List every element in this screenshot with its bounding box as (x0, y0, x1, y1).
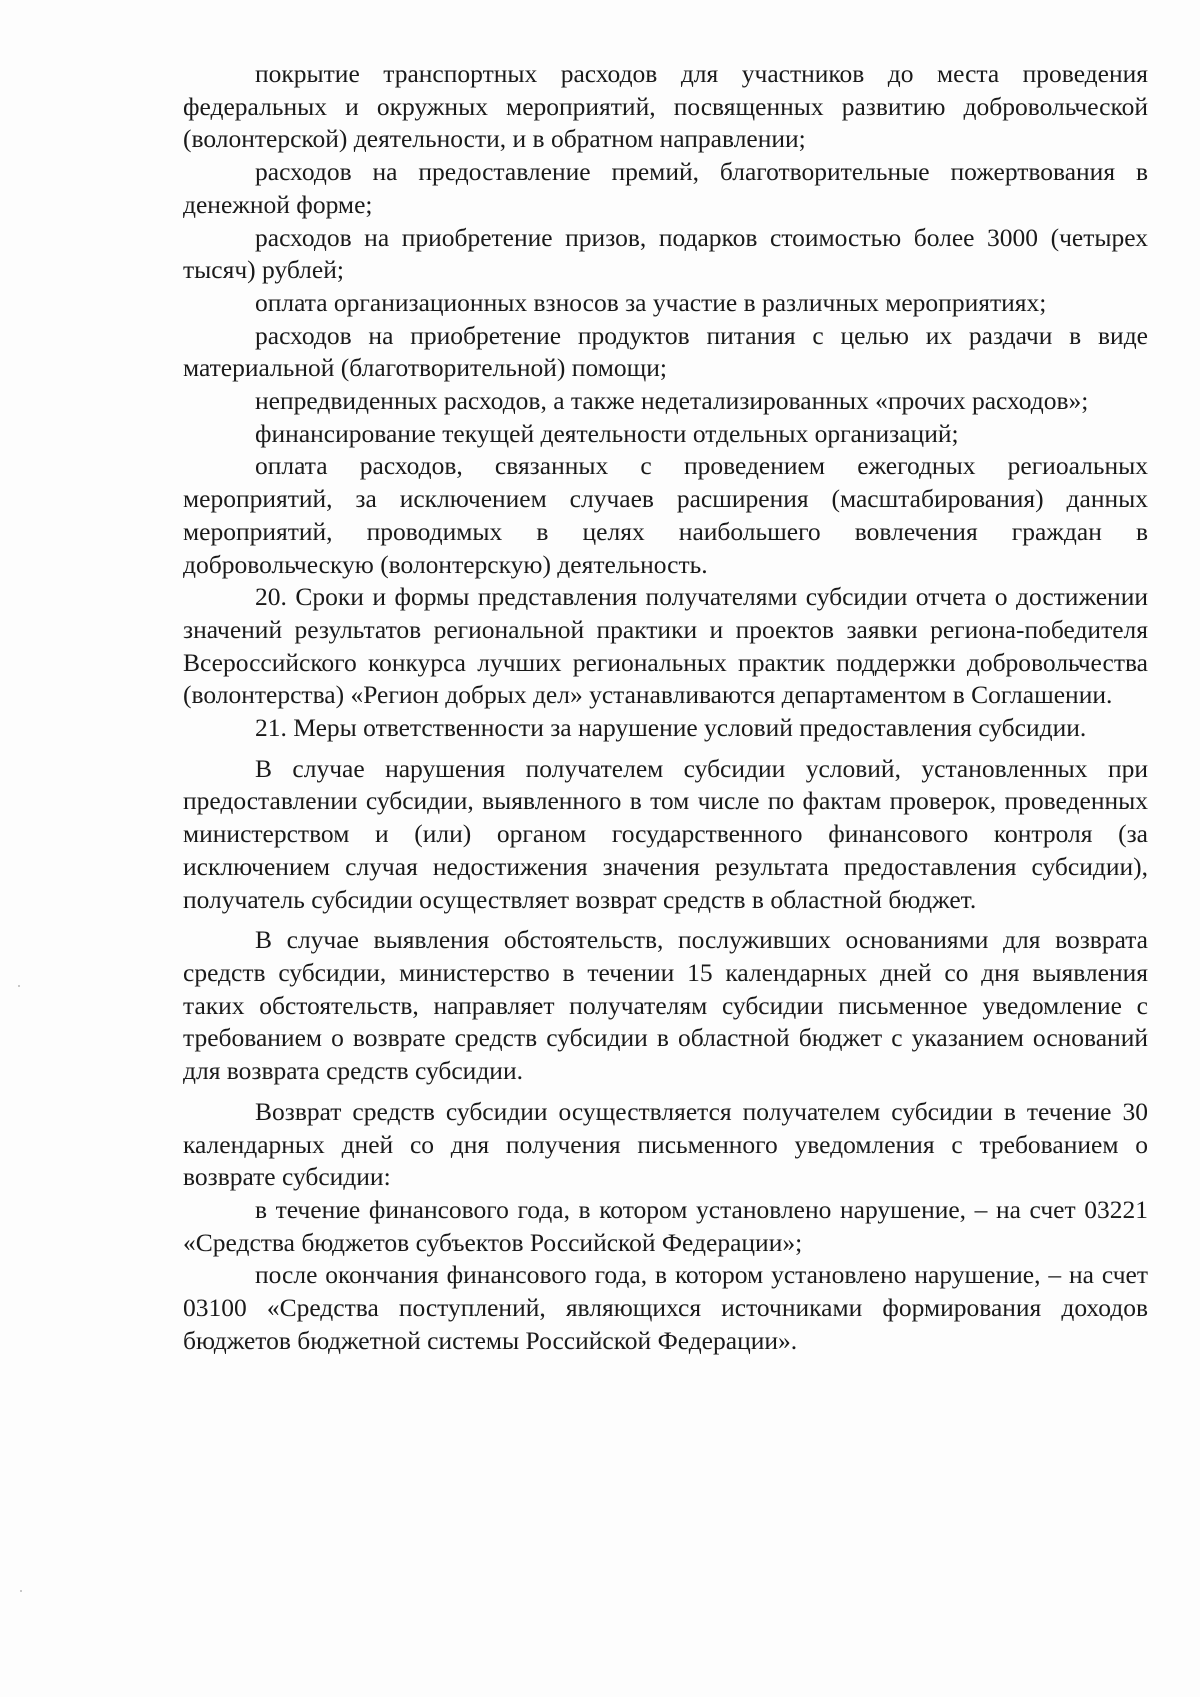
paragraph-account-03221: в течение финансового года, в котором установлено нарушение, – на счет 03221 «Средства бюджетов субъектов Российской Федерации»; (183, 1194, 1148, 1257)
scan-speck (20, 1590, 22, 1592)
paragraph-transport-costs: покрытие транспортных расходов для участников до места проведения федеральных и окружных мероприятий, посвященных развитию добровольческой (волонтерской) деятельности, и в обратном направлении; (183, 59, 1148, 154)
paragraph-account-03100: после окончания финансового года, в котором установлено нарушение, – на счет 03100 «Средства поступлений, являющихся источниками формирования доходов бюджетов бюджетной системы Российской Федерации». (183, 1260, 1148, 1355)
paragraph-section-21: 21. Меры ответственности за нарушение условий предоставления субсидии. (255, 713, 1087, 743)
paragraph-unforeseen-expenses: непредвиденных расходов, а также недетализированных «прочих расходов»; (255, 386, 1089, 416)
paragraph-annual-events: оплата расходов, связанных с проведением ежегодных региоальных мероприятий, за исключением случаев расширения (масштабирования) данных мероприятий, проводимых в целях наибольшего вовлечения граждан в добровольческую (волонтерскую) деятельность. (183, 451, 1148, 579)
paragraph-gifts-cost: расходов на приобретение призов, подарков стоимостью более 3000 (четырех тысяч) рублей; (183, 222, 1148, 285)
paragraph-circumstances-case: В случае выявления обстоятельств, послуживших основаниями для возврата средств субсидии, министерство в течении 15 календарных дней со дня выявления таких обстоятельств, направляет получателям субсидии письменное уведомление с требованием о возврате средств субсидии в областной бюджет с указанием оснований для возврата средств субсидии. (183, 925, 1148, 1086)
scan-speck (18, 985, 20, 987)
paragraph-prizes-donations: расходов на предоставление премий, благотворительные пожертвования в денежной форме; (183, 157, 1148, 219)
paragraph-violation-case: В случае нарушения получателем субсидии условий, установленных при предоставлении субсидии, выявленного в том числе по фактам проверок, проведенных министерством и (или) органом государственного финансового контроля (за исключением случая недостижения значения результата предоставления субсидии), получатель субсидии осуществляет возврат средств в областной бюджет. (183, 753, 1148, 914)
paragraph-return-of-funds: Возврат средств субсидии осуществляется получателем субсидии в течение 30 календарных дней со дня получения письменного уведомления с требованием о возврате субсидии: (183, 1096, 1148, 1192)
paragraph-food-products: расходов на приобретение продуктов питания с целью их раздачи в виде материальной (благотворительной) помощи; (183, 320, 1148, 383)
document-body (183, 58, 1148, 1357)
paragraph-current-activity: финансирование текущей деятельности отдельных организаций; (255, 418, 959, 448)
paragraph-section-20: 20. Сроки и формы представления получателями субсидии отчета о достижении значений результатов региональной практики и проектов заявки региона-победителя Всероссийского конкурса лучших региональных практик поддержки добровольчества (волонтерства) «Регион добрых дел» устанавливаются департаментом в Соглашении. (183, 582, 1148, 710)
paragraph-organizational-fees: оплата организационных взносов за участие в различных мероприятиях; (255, 287, 1047, 317)
